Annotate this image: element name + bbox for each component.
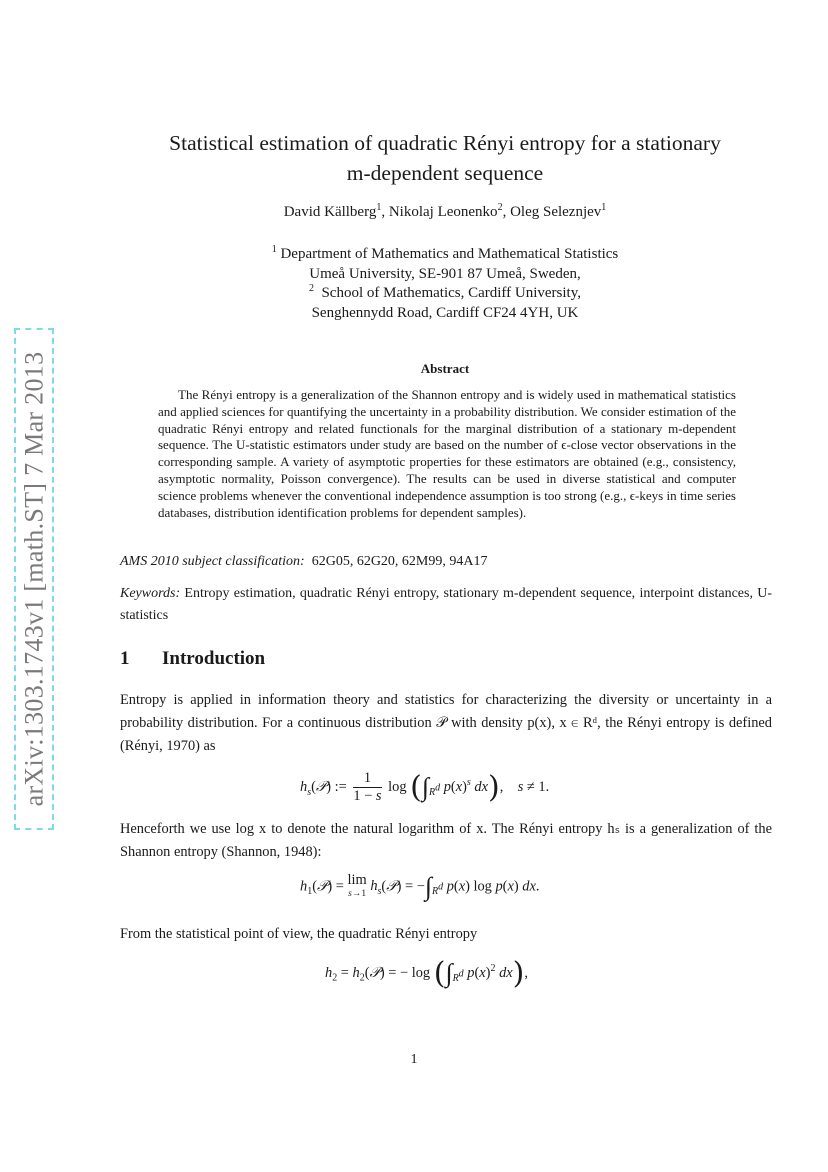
arxiv-stamp <box>14 328 54 830</box>
abstract-text: The Rényi entropy is a generalization of the Shannon entropy and is widely used in mathematical statistics and applied sciences for quantifying the uncertainty in a probability distribution. We consider estimation of the quadratic Rényi entropy and related functionals for the marginal distribution of a stationary m-dependent sequence. The U-statistic estimators under study are based on the number of ϵ-close vector observations in the corresponding sample. A variety of asymptotic properties for these estimators are obtained (e.g., consistency, asymptotic normality, Poisson convergence). The results can be used in diverse statistical and computer science problems whenever the conventional independence assumption is too strong (e.g., ϵ-keys in time series databases, distribution identification problems for dependent samples). <box>158 387 736 520</box>
affiliation-line <box>100 284 790 304</box>
title-line-1: Statistical estimation of quadratic Rényi entropy for a stationary <box>169 131 721 155</box>
affiliations <box>100 245 790 323</box>
keywords <box>120 583 772 627</box>
abstract-heading: Abstract <box>420 361 470 376</box>
affiliation-line: Umeå University, SE-901 87 Umeå, Sweden, <box>309 265 581 282</box>
title-line-2: m-dependent sequence <box>346 161 544 185</box>
keywords-text: Entropy estimation, quadratic Rényi entropy, stationary m-dependent sequence, interpoint distances, U-statistics <box>120 586 772 623</box>
equation-shannon-limit: $h_1(𝒫) = \lim$ s→1 $h_s(𝒫) = -\int_{R^d}$ p(x) log p(x) dx. <box>300 872 540 901</box>
equation-quadratic-renyi: $h_2$ = $h_2(𝒫)$ = − $\log (\int_{R^d}$ $p(x)^2$ dx), <box>325 956 528 991</box>
author-name: Nikolaj Leonenko <box>388 204 498 220</box>
paper-title <box>100 128 790 188</box>
author-name: Oleg Seleznjev <box>510 204 602 220</box>
section-heading <box>120 648 265 670</box>
affiliation-line: Senghennydd Road, Cardiff CF24 4YH, UK <box>311 304 579 321</box>
paragraph-3: From the statistical point of view, the quadratic Rényi entropy <box>120 926 478 942</box>
paragraph-2: Henceforth we use log x to denote the natural logarithm of x. The Rényi entropy hₛ is a generalization of the Shannon entropy (Shannon, 1948): <box>120 821 772 860</box>
section-number: 1 <box>120 648 130 669</box>
arxiv-stamp-text: arXiv:1303.1743v1 [math.ST] 7 Mar 2013 <box>19 351 49 807</box>
author-list: David Källberg$^1$, Nikolaj Leonenko$^2$, Oleg Seleznjev$^1$ <box>283 202 607 220</box>
keywords-label: Keywords: <box>120 586 181 601</box>
affil-mark: 2 <box>308 283 314 294</box>
author-affil-mark: 2 <box>497 202 503 213</box>
affil-text: School of Mathematics, Cardiff University, <box>321 285 582 301</box>
affiliation-line <box>100 245 790 265</box>
ams-codes: 62G05, 62G20, 62M99, 94A17 <box>311 554 488 569</box>
author-affil-mark: 1 <box>601 202 607 213</box>
equation-renyi-entropy: $h_s(𝒫)$ := $\frac{1}{1 - s}$ $\log (\int_{R^d}$ $p(x)^s$ dx), s ≠ 1. <box>300 770 550 805</box>
affil-mark: 1 <box>271 244 277 255</box>
ams-classification <box>120 554 770 570</box>
section-title: Introduction <box>162 648 266 669</box>
author-name: David Källberg <box>283 204 377 220</box>
ams-label: AMS 2010 subject classification: <box>120 554 305 569</box>
author-affil-mark: 1 <box>376 202 382 213</box>
page-number: 1 <box>410 1052 418 1067</box>
affil-text: Department of Mathematics and Mathematical Statistics <box>280 246 619 262</box>
paragraph-1: Entropy is applied in information theory and statistics for characterizing the diversity or uncertainty in a probability distribution. For a continuous distribution 𝒫 with density p(x), x ∈ Rᵈ, the Rényi entropy is defined (Rényi, 1970) as <box>120 692 772 754</box>
